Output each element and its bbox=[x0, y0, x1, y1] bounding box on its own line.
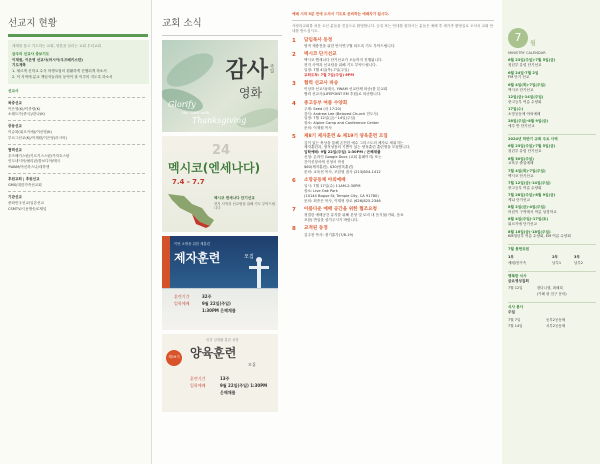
news-line: 청결한 예배공간 유지를 위해 본당 및 로비 내 음식물(커피, 음료 bbox=[304, 213, 404, 218]
offering-table bbox=[508, 254, 596, 266]
news-highlight: 교회도착: 7월 7일(주일) 6PM bbox=[304, 72, 354, 77]
nurture-place: 은혜채플 bbox=[220, 389, 236, 395]
plan-entry bbox=[508, 144, 596, 154]
thanksgiving-sub: 주일 bbox=[269, 63, 274, 73]
news-item bbox=[292, 134, 494, 174]
plan-desc: 어린이 구역에서 여름 성경학교 bbox=[508, 210, 557, 215]
mexico-year: 24 bbox=[212, 142, 231, 158]
entry-time: 1:30PM 은혜채플 bbox=[202, 307, 236, 313]
church-news-title: 교회 소식 bbox=[162, 18, 202, 29]
half-year-plan-title: 2024년 하반기 교회 주요 사역 bbox=[508, 134, 596, 142]
entry-date: 17일(수) bbox=[508, 107, 524, 112]
table-cell bbox=[508, 292, 537, 298]
news-line: 입학예배: 9월 22일(주일) 1:30PM / 은혜채플 bbox=[304, 150, 381, 155]
news-line: 강사: Andrew Lee (Beloved Church 전도사) bbox=[304, 111, 379, 116]
left-column bbox=[0, 0, 152, 464]
group-line: GMS/대한가족선교회 bbox=[8, 183, 42, 187]
news-line: 포함) 반입을 삼가주시기 바랍니다. bbox=[304, 218, 359, 223]
news-number: 6 bbox=[292, 178, 296, 184]
entry-date: 6월 4일(목)-7일(주일) bbox=[508, 82, 546, 87]
news-line: 간이신청서에 신청서 작성 bbox=[304, 159, 345, 164]
news-item bbox=[292, 207, 494, 223]
meal-service-title: 식사 봉사 bbox=[508, 302, 596, 310]
news-line: (10144 Bogue St, Temple City, CA 91780) bbox=[304, 193, 379, 198]
nurture-period: 13주 bbox=[220, 375, 230, 381]
mexico-title: 멕시코(엔세나다) bbox=[168, 160, 261, 175]
news-item bbox=[292, 178, 494, 204]
news-line: 일정: 7월 12일(금)~14일(주일) bbox=[304, 116, 356, 121]
plan-desc: 중고등부 여름 수양회 bbox=[508, 185, 542, 190]
ministry-calendar-title: MINISTRY CALENDAR bbox=[508, 51, 546, 55]
divider bbox=[8, 120, 145, 121]
mexico-caption-2: 현지 사역과 선교팀을 위해 기도 부탁드립니다 bbox=[214, 201, 276, 211]
plan-desc: 청년부 유럽 단기선교 bbox=[508, 149, 542, 154]
group-name: 협력선교 bbox=[8, 147, 22, 152]
friday-meeting-label: 금요영성집회 bbox=[508, 278, 529, 283]
title-rule bbox=[162, 35, 282, 36]
table-header: 3부 bbox=[574, 254, 580, 259]
table-header: 1부 bbox=[508, 254, 514, 259]
plan-date: 7월 28일(주일)-8월 9일(금) bbox=[508, 193, 556, 198]
glorify-text: Glorify bbox=[168, 99, 196, 109]
news-column bbox=[292, 0, 498, 464]
news-line: 김주찬 목사: 정기휴가(7/8-19) bbox=[304, 232, 354, 237]
plan-entry bbox=[508, 193, 596, 203]
divider bbox=[8, 97, 145, 98]
table-cell: 7월 12일 bbox=[508, 286, 523, 291]
news-title: 아름다운 예배 공간을 위한 협조요청 bbox=[304, 207, 377, 213]
missionary-title: 선교사 bbox=[8, 88, 19, 93]
plan-entry bbox=[508, 205, 596, 215]
thanksgiving-en-text: Thanksgiving bbox=[192, 115, 247, 125]
nurture-suffix: 모집 bbox=[248, 361, 256, 367]
poster-accent-bar bbox=[162, 236, 170, 288]
prayer-item: 1. 세르게 신학교 수식 학생모집의 원활하게 진행되게 하소서 bbox=[12, 69, 107, 74]
news-line: 문의: 이재원 목사 bbox=[304, 126, 332, 131]
discipleship-poster bbox=[162, 236, 278, 330]
news-images-column bbox=[152, 0, 292, 464]
statue-icon bbox=[248, 256, 270, 290]
table-cell: 장다니엘, 최혜희 bbox=[536, 286, 563, 291]
news-line: $60(제자훈련), $30(양육훈련) bbox=[304, 164, 354, 169]
table-header: 2부 bbox=[552, 254, 558, 259]
entry-desc: 중고등부 여름 수양회 bbox=[508, 99, 542, 104]
group-name: 북중선교 bbox=[8, 100, 22, 105]
entry-desc: 소망공동체 야외예배 bbox=[508, 111, 541, 116]
news-item bbox=[292, 226, 494, 237]
group-line: 이은영(K)/이종렬(K) bbox=[8, 106, 41, 111]
plan-desc: KM청년부 여름 수양회, EM 여름 수양회 bbox=[508, 234, 571, 239]
news-line: 협력 선교사(LIFEPOINT EM 후원)로 파송합니다. bbox=[304, 92, 382, 97]
mexico-caption: 멕시코 엔세나다 단기선교 bbox=[214, 195, 255, 200]
news-title: 소망공동체 야외예배 bbox=[304, 178, 346, 183]
group-line: 부르그선교(K)/이재원/이은영(러시아) bbox=[8, 135, 67, 140]
meal-service-table bbox=[508, 317, 596, 329]
plan-date: 8월 2일(금)-4일(주일) bbox=[508, 205, 546, 210]
table-cell: 예배/봉가족 bbox=[508, 260, 527, 265]
plan-entry bbox=[508, 169, 596, 179]
month-circle: 7 bbox=[508, 28, 528, 48]
plan-date: 6월 23일(주일)-7월 5일(금) bbox=[508, 144, 556, 149]
offering-committee-title: 7월 봉헌위원 bbox=[508, 244, 596, 252]
plan-entry bbox=[508, 217, 596, 227]
table-cell: 남부1 bbox=[552, 260, 562, 265]
news-title: 멕시코 단기선교 bbox=[304, 52, 337, 58]
entry-desc: 예루 반 단기선교 bbox=[508, 124, 535, 129]
calendar-entry bbox=[508, 107, 596, 117]
news-title: 담임목사 동정 bbox=[304, 37, 333, 43]
discipleship-title: 제자훈련 bbox=[174, 250, 221, 265]
entry-date: 6월 23일(주일)-7월 5일(금) bbox=[508, 58, 556, 63]
news-line: 제자훈련과, 영적성장의 기쁨이 있는 양육훈련 훈련생을 모집합니다. bbox=[304, 145, 411, 150]
welcome-intro: 사랑의교회를 처음 오신 분들을 진심으로 환영합니다. 등록 또는 안내를 원하시는 분들은 예배 후 새가족 환영실로 오셔서 교회 안내를 받으십시오. bbox=[292, 23, 494, 33]
plan-desc: 멕시코 단기선교 bbox=[508, 173, 534, 178]
calendar-column bbox=[502, 0, 600, 464]
entry-desc: 멕시코 단기선교 bbox=[508, 87, 534, 92]
period-value: 32주 bbox=[202, 293, 212, 299]
mission-box bbox=[8, 40, 149, 84]
group-line: CSMTV/극동방송/C채널 bbox=[8, 206, 47, 211]
news-line: 신청: 온라인 Google Docs (교회 홈페이지) 또는 bbox=[304, 155, 382, 160]
mission-intro: 세계를 품고 기도하는 교회, 영혼을 살리는 교회 우리교회 bbox=[12, 43, 101, 48]
calendar-entry bbox=[508, 71, 596, 81]
plan-entry bbox=[508, 230, 596, 240]
month-header bbox=[508, 28, 596, 48]
news-item bbox=[292, 81, 494, 97]
month-suffix: 월 bbox=[530, 39, 536, 47]
group-block bbox=[8, 124, 145, 141]
news-number: 8 bbox=[292, 226, 296, 233]
sunday-label: 주일 bbox=[508, 310, 515, 315]
table-cell: 남부2 bbox=[574, 260, 584, 265]
entry-value: 9월 22일(주일) bbox=[202, 300, 231, 306]
news-title: 교적된 동정 bbox=[304, 226, 328, 232]
discipleship-suffix: 모집 bbox=[244, 253, 254, 260]
group-line: 이슈화(튀르키예)/이신영(K) bbox=[8, 130, 52, 135]
worship-reminder: 예배 시작 5분 전에 오셔서 기도로 준비하는 예배자가 됩시다. bbox=[292, 12, 390, 16]
prayer-item: 2. 이 지역에 분교 책임자들과의 동역이 잘 이루어 지도록 하소서 bbox=[12, 75, 113, 80]
title-rule bbox=[8, 34, 148, 37]
news-line: 장소: Alpine Camp and Conference Center bbox=[304, 121, 379, 126]
calendar-entry bbox=[508, 119, 596, 129]
calendar-entry bbox=[508, 95, 596, 105]
thanksgiving-poster bbox=[162, 40, 278, 132]
plan-desc: 교육부 졸업예배 bbox=[508, 161, 534, 166]
plan-desc: 튀르키예 단기선교 bbox=[508, 222, 537, 227]
calendar-entry bbox=[508, 58, 596, 68]
table-cell: 동부2공동체 bbox=[546, 317, 566, 322]
group-name: 중동선교 bbox=[8, 124, 22, 129]
group-line: 인도네시아/필리핀/캄보디아/태국 bbox=[8, 159, 61, 164]
group-line: 중화민국선교/일본선교 bbox=[8, 200, 44, 205]
nurture-entry-label: 입학예배 bbox=[190, 382, 206, 388]
title-rule bbox=[292, 20, 494, 21]
plan-desc: 케냐 단기선교 bbox=[508, 197, 530, 202]
news-line: 장소: Live Oak Park bbox=[304, 189, 338, 194]
news-line: 이상하 선교사(태국, YWAM 선교단체 파송)를 본교회 bbox=[304, 87, 388, 92]
entry-desc: FM 단기 선교 bbox=[508, 75, 530, 80]
plan-entry bbox=[508, 181, 596, 191]
thanksgiving-big-text: 감사 bbox=[225, 56, 268, 83]
group-line: 우즈베키스탄/키르기스스탄/카자흐스탄 bbox=[8, 153, 70, 158]
group-line: YWAM/아신하스나/대학생 bbox=[8, 165, 50, 170]
nurture-entry: 9월 22일(주일) 1:30PM bbox=[220, 382, 268, 388]
period-label: 훈련기간 bbox=[174, 293, 190, 299]
news-line: 문의: 교육선 목사, 조한형 집사 (213)804-1412 bbox=[304, 169, 381, 174]
news-line: 문의: 최종은 목사, 이재혁 장로 (626)825-2346 bbox=[304, 198, 381, 203]
mexico-map-icon bbox=[162, 190, 222, 230]
mission-missionary: 이재원, 이은영 선교사(러시아/우즈베키스탄) bbox=[12, 57, 83, 62]
nurture-poster bbox=[162, 334, 278, 412]
table-cell: (카페 팡 친구 문의) bbox=[536, 292, 567, 297]
plan-date: 7월 4일(목)-7일(주일) bbox=[508, 168, 546, 173]
news-title: 제8기 제자훈련 & 제19기 양육훈련 모집 bbox=[304, 134, 388, 140]
plan-date: 6월 30일(주일) bbox=[508, 156, 534, 161]
news-number: 2 bbox=[292, 52, 296, 59]
calendar-entry bbox=[508, 83, 596, 93]
mexico-mission-poster bbox=[162, 136, 278, 232]
happy-meal-title: 행복한 식사 bbox=[508, 271, 596, 279]
group-block bbox=[8, 195, 145, 212]
news-item bbox=[292, 52, 494, 78]
entry-date: 12일(금)-14일(주일) bbox=[508, 94, 544, 99]
group-block bbox=[8, 177, 145, 188]
entry-desc: 청년부 유럽 단기선교 bbox=[508, 63, 542, 68]
news-line: 영적 재충전을 위한 안식연구월 되도록 기도 부탁드립니다. bbox=[304, 43, 396, 48]
news-number: 3 bbox=[292, 81, 296, 88]
nurture-top: 성경 실생활 훈련 성장 bbox=[206, 337, 239, 342]
meal-table bbox=[508, 286, 596, 298]
lord-with-text: the Lord with bbox=[182, 109, 210, 115]
news-number: 5 bbox=[292, 134, 296, 141]
plan-entry bbox=[508, 157, 596, 167]
entry-label: 입학예배 bbox=[174, 300, 190, 306]
entry-date: 6월 24일-7월 2일 bbox=[508, 70, 539, 75]
mission-prayer-title: 금주의 선교사 중보기도 bbox=[12, 51, 50, 56]
mexico-dates: 7.4 - 7.7 bbox=[172, 177, 205, 186]
news-title: 중고등부 여름 수양회 bbox=[304, 100, 348, 106]
mission-status-title: 선교지 현황 bbox=[8, 18, 57, 29]
news-line: 주제: Seed (마 17:20) bbox=[304, 106, 342, 111]
news-line: 일정: 7월 4일(목)-7일(주일) bbox=[304, 67, 350, 72]
prayer-topics-title: 기도제목 bbox=[12, 63, 26, 68]
news-item bbox=[292, 38, 494, 49]
table-cell: 서부2공동체 bbox=[546, 323, 566, 328]
news-number: 7 bbox=[292, 207, 296, 214]
nurture-title: 양육훈련 bbox=[190, 345, 237, 360]
group-name: 기관선교 bbox=[8, 194, 22, 199]
entry-date: 28일(주일)-8월 9일(금) bbox=[508, 119, 549, 124]
table-cell: 7월 14일 bbox=[508, 323, 523, 328]
news-line: 깊이 있는 묵상을 통해 온전한 예수 그리스도의 제자로 세워지는 bbox=[304, 140, 404, 145]
group-name: 후원교회 | 후원선교 bbox=[8, 177, 40, 182]
news-line: 멕시코 엔세나다 단기선교가 오늘까지 진행됩니다. bbox=[304, 58, 383, 63]
discipleship-top: 이번 소명을 위한 제훈련 bbox=[174, 241, 210, 246]
thanksgiving-word: 영화 bbox=[238, 85, 262, 100]
nurture-badge: 제19기 bbox=[166, 350, 182, 366]
plan-date: 7월 12일(금)-14일(주일) bbox=[508, 180, 551, 185]
news-line: 일시: 7월 17일(수) 11AM-2:30PM bbox=[304, 184, 361, 189]
news-item bbox=[292, 101, 494, 131]
group-block bbox=[8, 101, 145, 118]
nurture-period-label: 훈련기간 bbox=[190, 375, 206, 381]
news-line: 현지 사역과 선교팀을 위해 기도 부탁드립니다. bbox=[304, 63, 377, 68]
divider bbox=[8, 191, 145, 192]
news-title: 협력 선교사 파송 bbox=[304, 81, 339, 87]
table-cell: 7월 7일 bbox=[508, 317, 521, 322]
group-line: 소테트카(중국)/한나(K) bbox=[8, 112, 45, 117]
news-number: 1 bbox=[292, 37, 296, 44]
plan-date: 8월 4일(주일)-17일(토) bbox=[508, 217, 549, 222]
divider bbox=[8, 144, 145, 145]
plan-date: 8월 16일(금)-18일(주일) bbox=[508, 229, 551, 234]
divider bbox=[8, 173, 145, 174]
group-block bbox=[8, 148, 145, 170]
news-number: 4 bbox=[292, 100, 296, 107]
